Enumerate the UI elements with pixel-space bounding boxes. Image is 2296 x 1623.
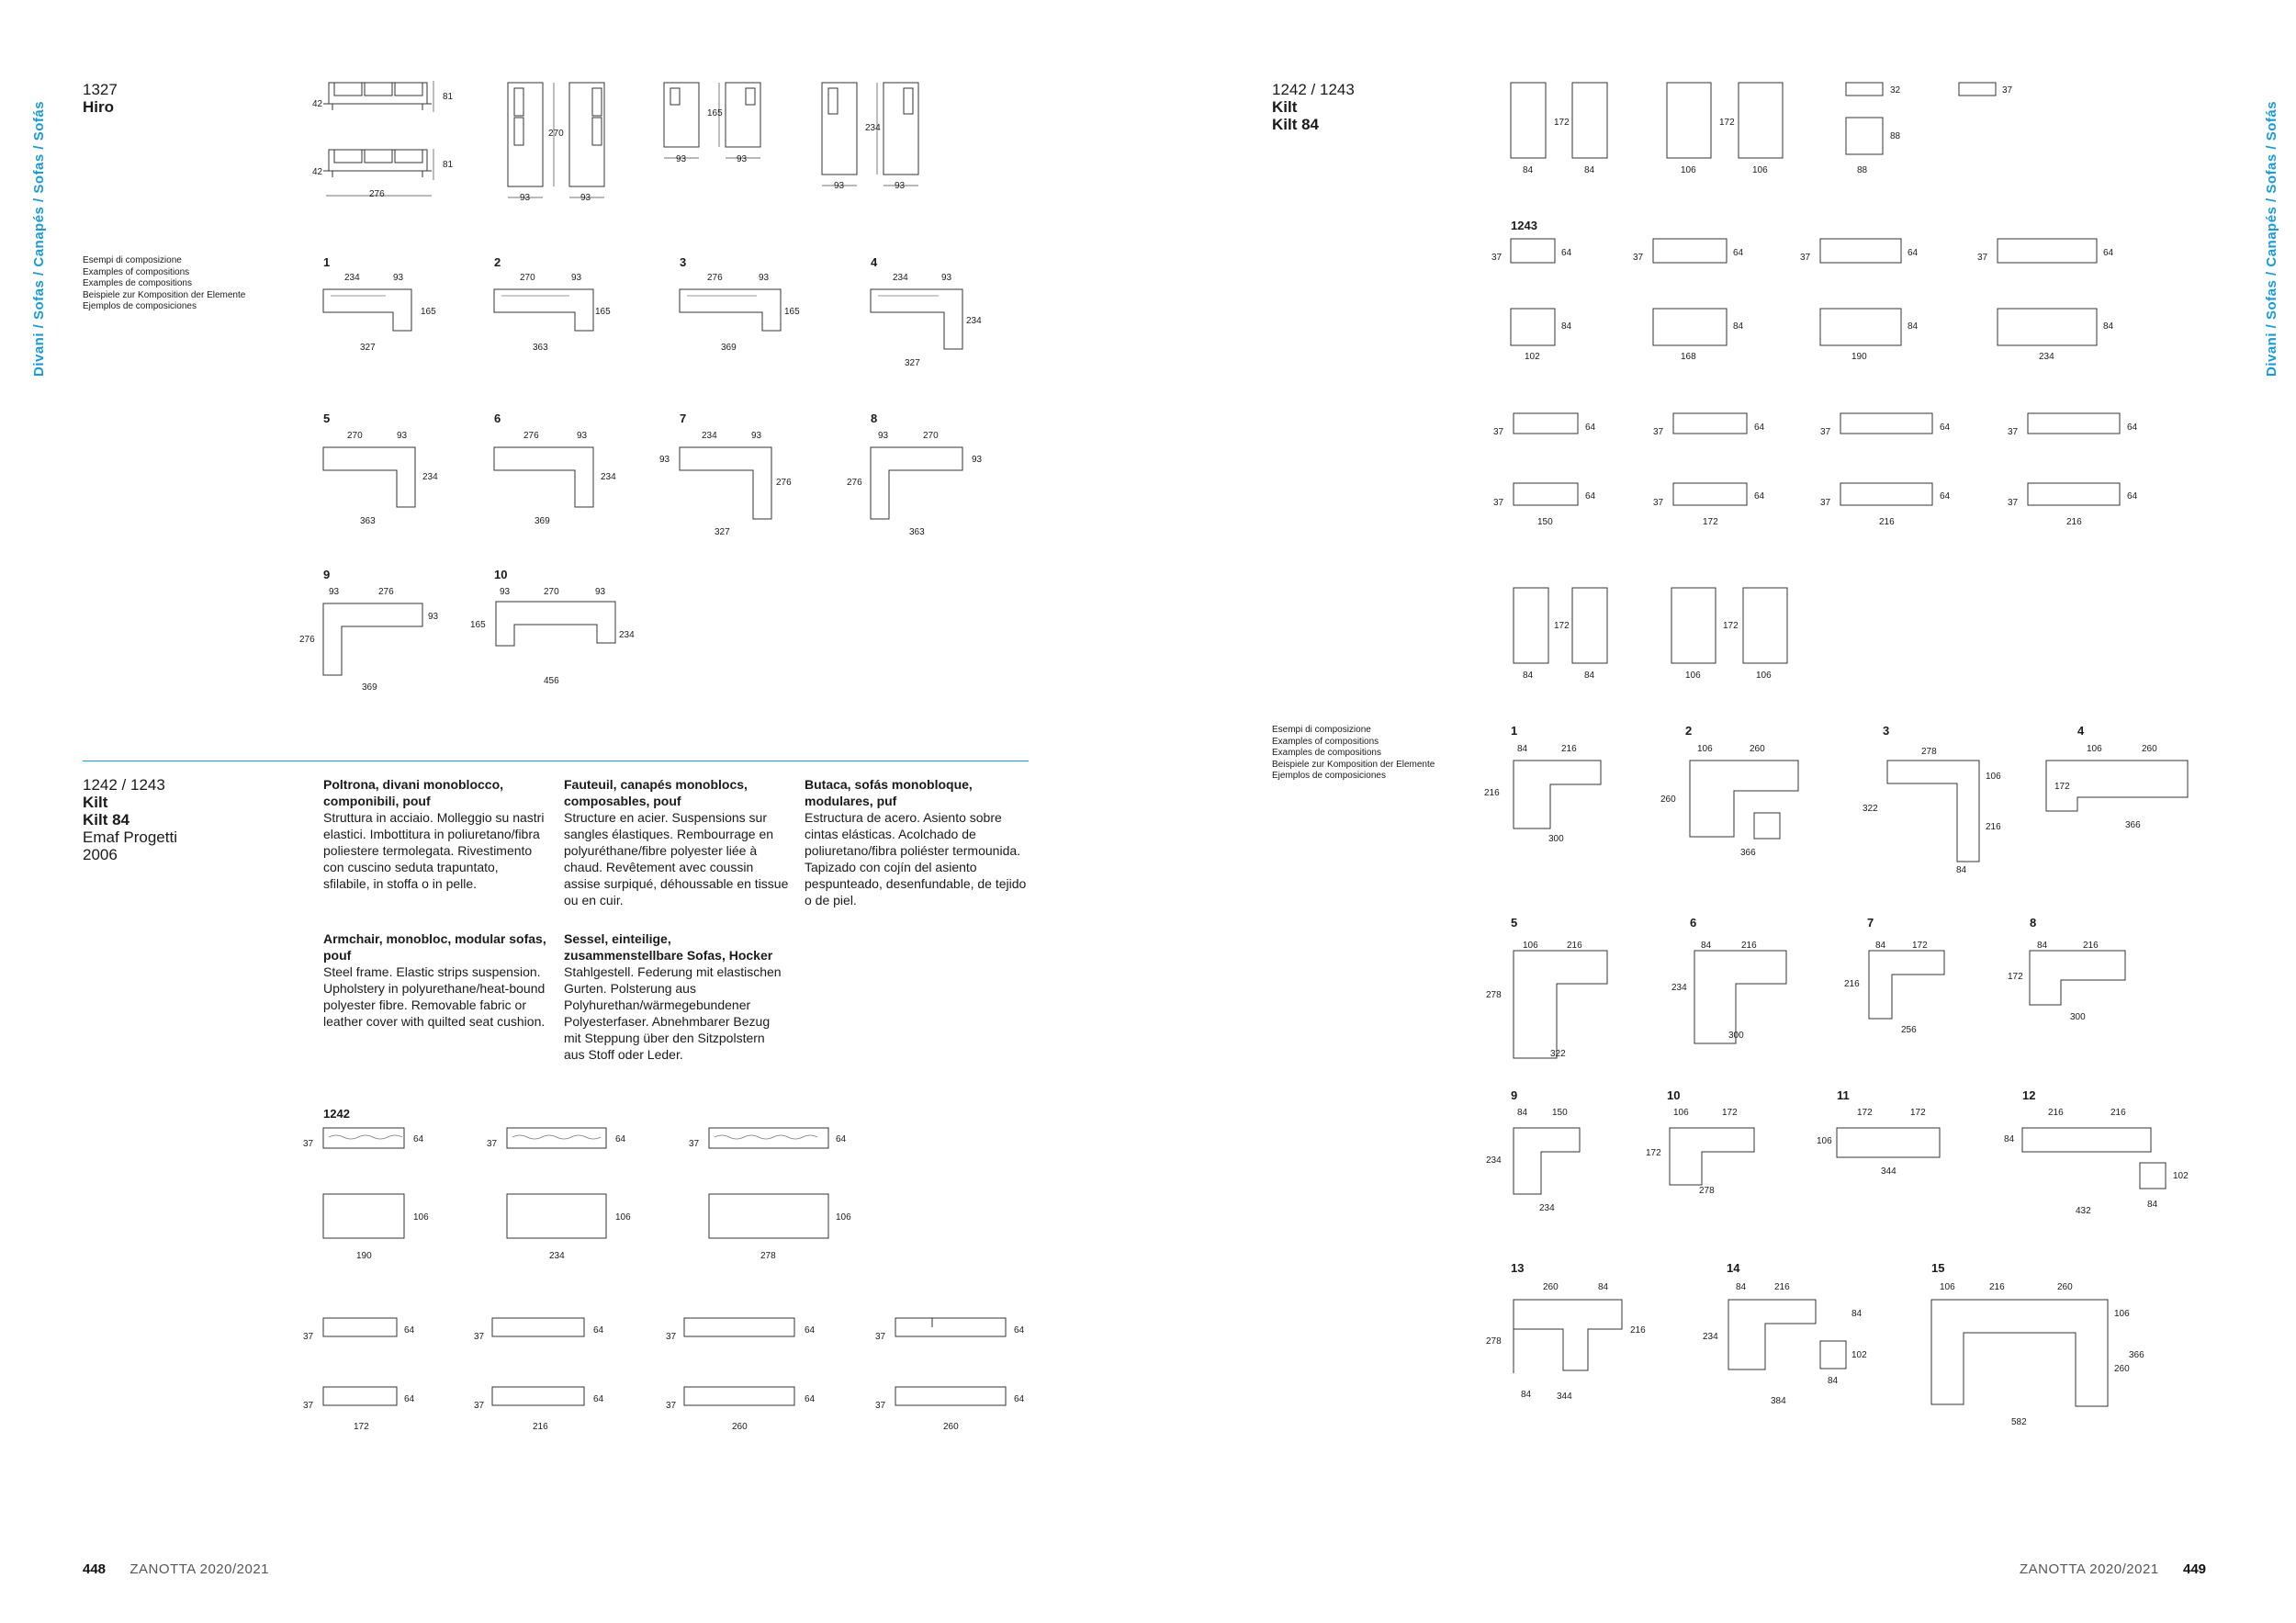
dim-label: 260 xyxy=(732,1422,748,1432)
dim-label: 300 xyxy=(2070,1012,2086,1022)
dim-label: 64 xyxy=(2127,423,2138,433)
desc-title: Butaca, sofás monobloque, modulares, puf xyxy=(805,777,973,808)
dim-label: 64 xyxy=(1908,248,1919,258)
composition-number: 7 xyxy=(1867,916,1874,930)
dim-label: 172 xyxy=(354,1422,369,1432)
hiro-chaise-modules xyxy=(508,83,918,197)
dim-label: 93 xyxy=(759,273,770,283)
dim-label: 216 xyxy=(1989,1282,2005,1292)
dim-label: 150 xyxy=(1552,1108,1568,1118)
dim-label: 256 xyxy=(1901,1025,1917,1035)
desc-body: Steel frame. Elastic strips suspension. Upholstery in polyurethane/heat-bound polyester fibre. Removable fabric or leather cover with quilted seat cushion. xyxy=(323,964,546,1029)
dim-label: 84 xyxy=(1875,941,1886,951)
dim-label: 84 xyxy=(1584,671,1595,681)
dim-label: 432 xyxy=(2076,1206,2091,1216)
dim-label: 64 xyxy=(1940,423,1951,433)
dim-label: 37 xyxy=(666,1401,677,1411)
dim-label: 234 xyxy=(422,472,438,482)
dim-label: 276 xyxy=(776,478,792,488)
desc-de xyxy=(564,930,789,1063)
desc-body: Stahlgestell. Federung mit elastischen Gurten. Polsterung aus Polyhurethan/wärmegebundener Polyesterfaser. Abnehmbarer Bezug mit Steppung über den Sitzpolstern aus Stoff oder Leder. xyxy=(564,964,782,1062)
dim-label: 106 xyxy=(1940,1282,1955,1292)
brand-label: ZANOTTA 2020/2021 xyxy=(2020,1561,2159,1577)
dim-label: 270 xyxy=(548,129,564,139)
dim-label: 106 xyxy=(2114,1309,2130,1319)
dim-label: 344 xyxy=(1881,1167,1896,1177)
dim-label: 216 xyxy=(2066,517,2082,527)
dim-label: 363 xyxy=(360,516,376,526)
dim-label: 106 xyxy=(413,1212,429,1223)
dim-label: 172 xyxy=(1910,1108,1926,1118)
composition-number: 11 xyxy=(1837,1088,1850,1102)
dim-label: 327 xyxy=(905,358,920,368)
composition-number: 12 xyxy=(2022,1088,2036,1102)
dim-label: 64 xyxy=(1014,1394,1025,1404)
dim-label: 37 xyxy=(487,1139,498,1149)
dim-label: 369 xyxy=(535,516,550,526)
dim-label: 93 xyxy=(737,154,748,164)
dim-label: 190 xyxy=(1851,352,1867,362)
examples-label-fr: Examples de compositions xyxy=(1272,748,1381,758)
dim-label: 37 xyxy=(1977,253,1988,263)
dim-label: 172 xyxy=(1554,621,1570,631)
dim-label: 37 xyxy=(666,1332,677,1342)
dim-label: 106 xyxy=(1697,744,1713,754)
model-label: 1243 xyxy=(1511,219,1537,232)
dim-label: 234 xyxy=(1671,983,1687,993)
dim-label: 456 xyxy=(544,676,559,686)
dim-label: 216 xyxy=(533,1422,548,1432)
desc-it xyxy=(323,776,548,892)
product-name: Kilt xyxy=(83,794,108,811)
dim-label: 93 xyxy=(878,431,889,441)
dim-label: 363 xyxy=(533,343,548,353)
dim-label: 93 xyxy=(428,612,439,622)
dim-label: 106 xyxy=(1685,671,1701,681)
dim-label: 37 xyxy=(1491,253,1503,263)
examples-label-fr: Examples de compositions xyxy=(83,278,192,288)
year: 2006 xyxy=(83,846,118,863)
desc-title: Armchair, monobloc, modular sofas, pouf xyxy=(323,931,546,963)
dim-label: 216 xyxy=(2048,1108,2064,1118)
product-name-alt: Kilt 84 xyxy=(83,811,130,828)
dim-label: 106 xyxy=(1986,772,2001,782)
dim-label: 260 xyxy=(1660,795,1676,805)
dim-label: 81 xyxy=(443,160,454,170)
dim-label: 172 xyxy=(1857,1108,1873,1118)
dim-label: 300 xyxy=(1728,1031,1744,1041)
model-label: 1242 xyxy=(323,1107,350,1121)
dim-label: 172 xyxy=(1912,941,1928,951)
dim-label: 234 xyxy=(2039,352,2054,362)
dim-label: 84 xyxy=(2147,1200,2158,1210)
dim-label: 260 xyxy=(2057,1282,2073,1292)
dim-label: 327 xyxy=(360,343,376,353)
product-name: Hiro xyxy=(83,98,114,116)
dim-label: 93 xyxy=(834,181,845,191)
dim-label: 93 xyxy=(329,587,340,597)
dim-label: 102 xyxy=(1851,1350,1867,1360)
dim-label: 93 xyxy=(520,193,531,203)
product-code: 1242 / 1243 xyxy=(1272,81,1355,98)
dim-label: 168 xyxy=(1681,352,1696,362)
dim-label: 37 xyxy=(1493,427,1504,437)
dim-label: 278 xyxy=(1921,747,1937,757)
product-name: Kilt xyxy=(1272,98,1298,116)
dim-label: 106 xyxy=(1817,1136,1832,1146)
dim-label: 64 xyxy=(2127,491,2138,502)
composition-number: 8 xyxy=(2030,916,2037,930)
dim-label: 64 xyxy=(805,1325,816,1336)
dim-label: 84 xyxy=(1701,941,1712,951)
dim-label: 84 xyxy=(1956,865,1967,875)
dim-label: 276 xyxy=(378,587,394,597)
composition-number: 15 xyxy=(1931,1261,1945,1275)
product-code: 1327 xyxy=(83,81,118,98)
dim-label: 37 xyxy=(1653,498,1664,508)
composition-number: 2 xyxy=(494,255,501,269)
dim-label: 64 xyxy=(1561,248,1572,258)
dim-label: 234 xyxy=(702,431,717,441)
dim-label: 276 xyxy=(299,635,315,645)
dim-label: 234 xyxy=(1486,1155,1502,1166)
dim-label: 216 xyxy=(1741,941,1757,951)
product-code: 1242 / 1243 xyxy=(83,776,165,794)
dim-label: 165 xyxy=(470,620,486,630)
dim-label: 37 xyxy=(1800,253,1811,263)
dim-label: 216 xyxy=(1986,822,2001,832)
dim-label: 84 xyxy=(1851,1309,1863,1319)
composition-number: 10 xyxy=(1667,1088,1681,1102)
hiro-compositions-row2 xyxy=(323,447,962,519)
dim-label: 216 xyxy=(1567,941,1582,951)
product-name-alt: Kilt 84 xyxy=(1272,116,1320,133)
dim-label: 260 xyxy=(2142,744,2157,754)
dim-label: 106 xyxy=(836,1212,851,1223)
composition-number: 1 xyxy=(323,255,331,269)
composition-number: 5 xyxy=(1511,916,1518,930)
dim-label: 150 xyxy=(1537,517,1553,527)
dim-label: 216 xyxy=(1630,1325,1646,1336)
examples-label-en: Examples of compositions xyxy=(1272,736,1379,747)
dim-label: 37 xyxy=(875,1401,886,1411)
kilt-header xyxy=(83,776,177,863)
dim-label: 344 xyxy=(1557,1392,1572,1402)
composition-number: 4 xyxy=(871,255,878,269)
dim-label: 93 xyxy=(397,431,408,441)
dim-label: 234 xyxy=(865,123,881,133)
hiro-compositions-row1 xyxy=(323,289,962,349)
dim-label: 102 xyxy=(2173,1171,2189,1181)
examples-label-de: Beispiele zur Komposition der Elemente xyxy=(83,289,246,300)
dim-label: 93 xyxy=(659,455,670,465)
dim-label: 216 xyxy=(1879,517,1895,527)
dim-label: 270 xyxy=(923,431,939,441)
dim-label: 93 xyxy=(393,273,404,283)
examples-label-en: Examples of compositions xyxy=(83,266,190,277)
dim-label: 234 xyxy=(601,472,616,482)
dim-label: 582 xyxy=(2011,1417,2027,1427)
dim-label: 165 xyxy=(707,108,723,118)
dim-label: 93 xyxy=(595,587,606,597)
dim-label: 64 xyxy=(1754,491,1765,502)
dim-label: 234 xyxy=(1703,1332,1718,1342)
dim-label: 93 xyxy=(676,154,687,164)
dim-label: 260 xyxy=(943,1422,959,1432)
kilt-right-header xyxy=(1272,81,1355,133)
desc-fr xyxy=(564,776,789,908)
dim-label: 216 xyxy=(1484,788,1500,798)
section-tab-left: Divani / Sofas / Canapés / Sofas / Sofás xyxy=(31,100,47,377)
hiro-compositions-row3 xyxy=(323,602,615,675)
composition-number: 6 xyxy=(494,411,501,425)
dim-label: 366 xyxy=(2129,1350,2144,1360)
dim-label: 276 xyxy=(847,478,862,488)
dim-label: 37 xyxy=(303,1332,314,1342)
dim-label: 234 xyxy=(893,273,908,283)
footer-left xyxy=(83,1561,269,1577)
dim-label: 84 xyxy=(1523,671,1534,681)
dim-label: 88 xyxy=(1857,165,1868,175)
dim-label: 64 xyxy=(593,1325,604,1336)
dim-label: 64 xyxy=(805,1394,816,1404)
dim-label: 84 xyxy=(1908,321,1919,332)
dim-label: 106 xyxy=(1756,671,1772,681)
dim-label: 64 xyxy=(1940,491,1951,502)
composition-number: 9 xyxy=(1511,1088,1518,1102)
dim-label: 172 xyxy=(1646,1148,1661,1158)
dim-label: 165 xyxy=(595,307,611,317)
composition-number: 14 xyxy=(1727,1261,1740,1275)
desc-es xyxy=(805,776,1030,908)
dim-label: 366 xyxy=(2125,820,2141,830)
dim-label: 327 xyxy=(715,527,730,537)
hiro-sofa-elevation xyxy=(323,81,433,196)
dim-label: 216 xyxy=(1844,979,1860,989)
dim-label: 172 xyxy=(1703,517,1718,527)
desc-title: Sessel, einteilige, zusammenstellbare Sofas, Hocker xyxy=(564,931,773,963)
dim-label: 106 xyxy=(1752,165,1768,175)
footer-right xyxy=(2020,1561,2206,1577)
dim-label: 106 xyxy=(1523,941,1538,951)
dim-label: 369 xyxy=(362,682,377,693)
dim-label: 369 xyxy=(721,343,737,353)
dim-label: 64 xyxy=(413,1134,424,1144)
desc-title: Poltrona, divani monoblocco, componibili, pouf xyxy=(323,777,504,808)
examples-label-es: Ejemplos de composiciones xyxy=(1272,771,1386,781)
dim-label: 37 xyxy=(1653,427,1664,437)
dim-label: 106 xyxy=(615,1212,631,1223)
dim-label: 93 xyxy=(571,273,582,283)
dim-label: 172 xyxy=(1554,118,1570,128)
examples-label-it: Esempi di composizione xyxy=(83,255,182,265)
examples-label-right xyxy=(1272,725,1435,783)
kilt-1243-drawings xyxy=(1511,239,2120,663)
dim-label: 260 xyxy=(2114,1364,2130,1374)
dim-label: 64 xyxy=(836,1134,847,1144)
dim-label: 64 xyxy=(1754,423,1765,433)
dim-label: 84 xyxy=(1521,1390,1532,1400)
dim-label: 322 xyxy=(1550,1049,1566,1059)
dim-label: 165 xyxy=(421,307,436,317)
kilt-1242-drawings xyxy=(323,1128,1006,1405)
dim-label: 93 xyxy=(577,431,588,441)
composition-number: 6 xyxy=(1690,916,1697,930)
kilt-compositions xyxy=(1514,761,2188,1406)
dim-label: 172 xyxy=(1719,118,1735,128)
page-number: 449 xyxy=(2182,1561,2207,1577)
composition-number: 3 xyxy=(1883,724,1890,738)
dim-label: 42 xyxy=(312,167,323,177)
dim-label: 93 xyxy=(500,587,511,597)
dim-label: 93 xyxy=(972,455,983,465)
dim-label: 172 xyxy=(1722,1108,1738,1118)
dim-label: 384 xyxy=(1771,1396,1786,1406)
dim-label: 37 xyxy=(2008,427,2019,437)
dim-label: 260 xyxy=(1750,744,1765,754)
dim-label: 216 xyxy=(1774,1282,1790,1292)
page-number: 448 xyxy=(83,1561,107,1577)
dim-label: 234 xyxy=(966,316,982,326)
dim-label: 172 xyxy=(1723,621,1739,631)
composition-number: 1 xyxy=(1511,724,1518,738)
dim-label: 84 xyxy=(1598,1282,1609,1292)
dim-label: 300 xyxy=(1548,834,1564,844)
dim-label: 84 xyxy=(1828,1376,1839,1386)
composition-number: 7 xyxy=(680,411,687,425)
dim-label: 278 xyxy=(1486,990,1502,1000)
dim-label: 276 xyxy=(369,189,385,199)
dim-label: 234 xyxy=(1539,1203,1555,1213)
composition-number: 8 xyxy=(871,411,878,425)
brand-label: ZANOTTA 2020/2021 xyxy=(129,1561,270,1577)
dim-label: 106 xyxy=(1681,165,1696,175)
dim-label: 84 xyxy=(1523,165,1534,175)
dim-label: 64 xyxy=(593,1394,604,1404)
dim-label: 322 xyxy=(1863,804,1878,814)
dim-label: 234 xyxy=(549,1251,565,1261)
dim-label: 64 xyxy=(2103,248,2114,258)
desc-body: Struttura in acciaio. Molleggio su nastri elastici. Imbottitura in poliuretano/fibra poliestere termolegata. Rivestimento con cuscino seduta trapuntato, sfilabile, in stoffa o in pelle. xyxy=(323,810,545,891)
dim-label: 234 xyxy=(344,273,360,283)
dim-label: 172 xyxy=(2008,972,2023,982)
dim-label: 84 xyxy=(2037,941,2048,951)
dim-label: 37 xyxy=(875,1332,886,1342)
dim-label: 363 xyxy=(909,527,925,537)
desc-en xyxy=(323,930,548,1030)
desc-title: Fauteuil, canapés monoblocs, composables, pouf xyxy=(564,777,748,808)
dim-label: 37 xyxy=(303,1139,314,1149)
dim-label: 37 xyxy=(474,1332,485,1342)
composition-number: 10 xyxy=(494,568,508,581)
dim-label: 270 xyxy=(347,431,363,441)
dim-label: 260 xyxy=(1543,1282,1559,1292)
dim-label: 37 xyxy=(1633,253,1644,263)
dim-label: 106 xyxy=(1673,1108,1689,1118)
dim-label: 37 xyxy=(1820,427,1831,437)
examples-label-it: Esempi di composizione xyxy=(1272,725,1371,735)
dim-label: 276 xyxy=(523,431,539,441)
dim-label: 84 xyxy=(1517,744,1528,754)
dim-label: 64 xyxy=(1733,248,1744,258)
dim-label: 37 xyxy=(474,1401,485,1411)
dim-label: 93 xyxy=(941,273,952,283)
dim-label: 37 xyxy=(1493,498,1504,508)
dim-label: 165 xyxy=(784,307,800,317)
dim-label: 81 xyxy=(443,92,454,102)
dim-label: 64 xyxy=(1585,423,1596,433)
dim-label: 64 xyxy=(615,1134,626,1144)
dim-label: 270 xyxy=(544,587,559,597)
dim-label: 366 xyxy=(1740,848,1756,858)
dim-label: 84 xyxy=(1736,1282,1747,1292)
kilt-right-modules xyxy=(1511,83,1996,158)
dim-label: 64 xyxy=(1585,491,1596,502)
composition-number: 2 xyxy=(1685,724,1693,738)
dim-label: 37 xyxy=(2002,85,2013,96)
dim-label: 270 xyxy=(520,273,535,283)
dim-label: 93 xyxy=(895,181,906,191)
dim-label: 84 xyxy=(2103,321,2114,332)
dim-label: 64 xyxy=(1014,1325,1025,1336)
examples-label-de: Beispiele zur Komposition der Elemente xyxy=(1272,759,1435,770)
dim-label: 37 xyxy=(2008,498,2019,508)
dim-label: 84 xyxy=(1517,1108,1528,1118)
dim-label: 278 xyxy=(1486,1336,1502,1347)
dim-label: 93 xyxy=(580,193,591,203)
dim-label: 172 xyxy=(2054,782,2070,792)
dim-label: 93 xyxy=(751,431,762,441)
composition-number: 3 xyxy=(680,255,687,269)
dim-label: 278 xyxy=(760,1251,776,1261)
dim-label: 106 xyxy=(2087,744,2102,754)
dim-label: 190 xyxy=(356,1251,372,1261)
dim-label: 102 xyxy=(1525,352,1540,362)
dim-label: 37 xyxy=(303,1401,314,1411)
composition-number: 4 xyxy=(2077,724,2085,738)
dim-label: 216 xyxy=(2083,941,2099,951)
dim-label: 234 xyxy=(619,630,635,640)
dim-label: 216 xyxy=(1561,744,1577,754)
dim-label: 42 xyxy=(312,99,323,109)
section-tab-right: Divani / Sofas / Canapés / Sofas / Sofás xyxy=(2264,100,2279,377)
dim-label: 88 xyxy=(1890,131,1901,141)
dim-label: 37 xyxy=(1820,498,1831,508)
dim-label: 32 xyxy=(1890,85,1901,96)
dim-label: 276 xyxy=(707,273,723,283)
dim-label: 216 xyxy=(2110,1108,2126,1118)
dim-label: 278 xyxy=(1699,1186,1715,1196)
dim-label: 64 xyxy=(404,1394,415,1404)
designer: Emaf Progetti xyxy=(83,828,177,846)
desc-body: Structure en acier. Suspensions sur sangles élastiques. Rembourrage en polyuréthane/fibre polyester liée à chaud. Revêtement avec coussin assise surpiqué, déhoussable en tissue ou en cuir. xyxy=(564,810,789,907)
dim-label: 84 xyxy=(1561,321,1572,332)
dim-label: 64 xyxy=(404,1325,415,1336)
dim-label: 84 xyxy=(2004,1134,2015,1144)
composition-number: 5 xyxy=(323,411,331,425)
composition-number: 9 xyxy=(323,568,331,581)
dim-label: 37 xyxy=(689,1139,700,1149)
desc-body: Estructura de acero. Asiento sobre cintas elásticas. Acolchado de poliuretano/fibra poliéster termounida. Tapizado con cojín del asiento pespunteado, desenfundable, de tejido o de piel. xyxy=(805,810,1027,907)
examples-label-es: Ejemplos de composiciones xyxy=(83,301,197,311)
composition-number: 13 xyxy=(1511,1261,1525,1275)
dim-label: 84 xyxy=(1733,321,1744,332)
dim-label: 84 xyxy=(1584,165,1595,175)
